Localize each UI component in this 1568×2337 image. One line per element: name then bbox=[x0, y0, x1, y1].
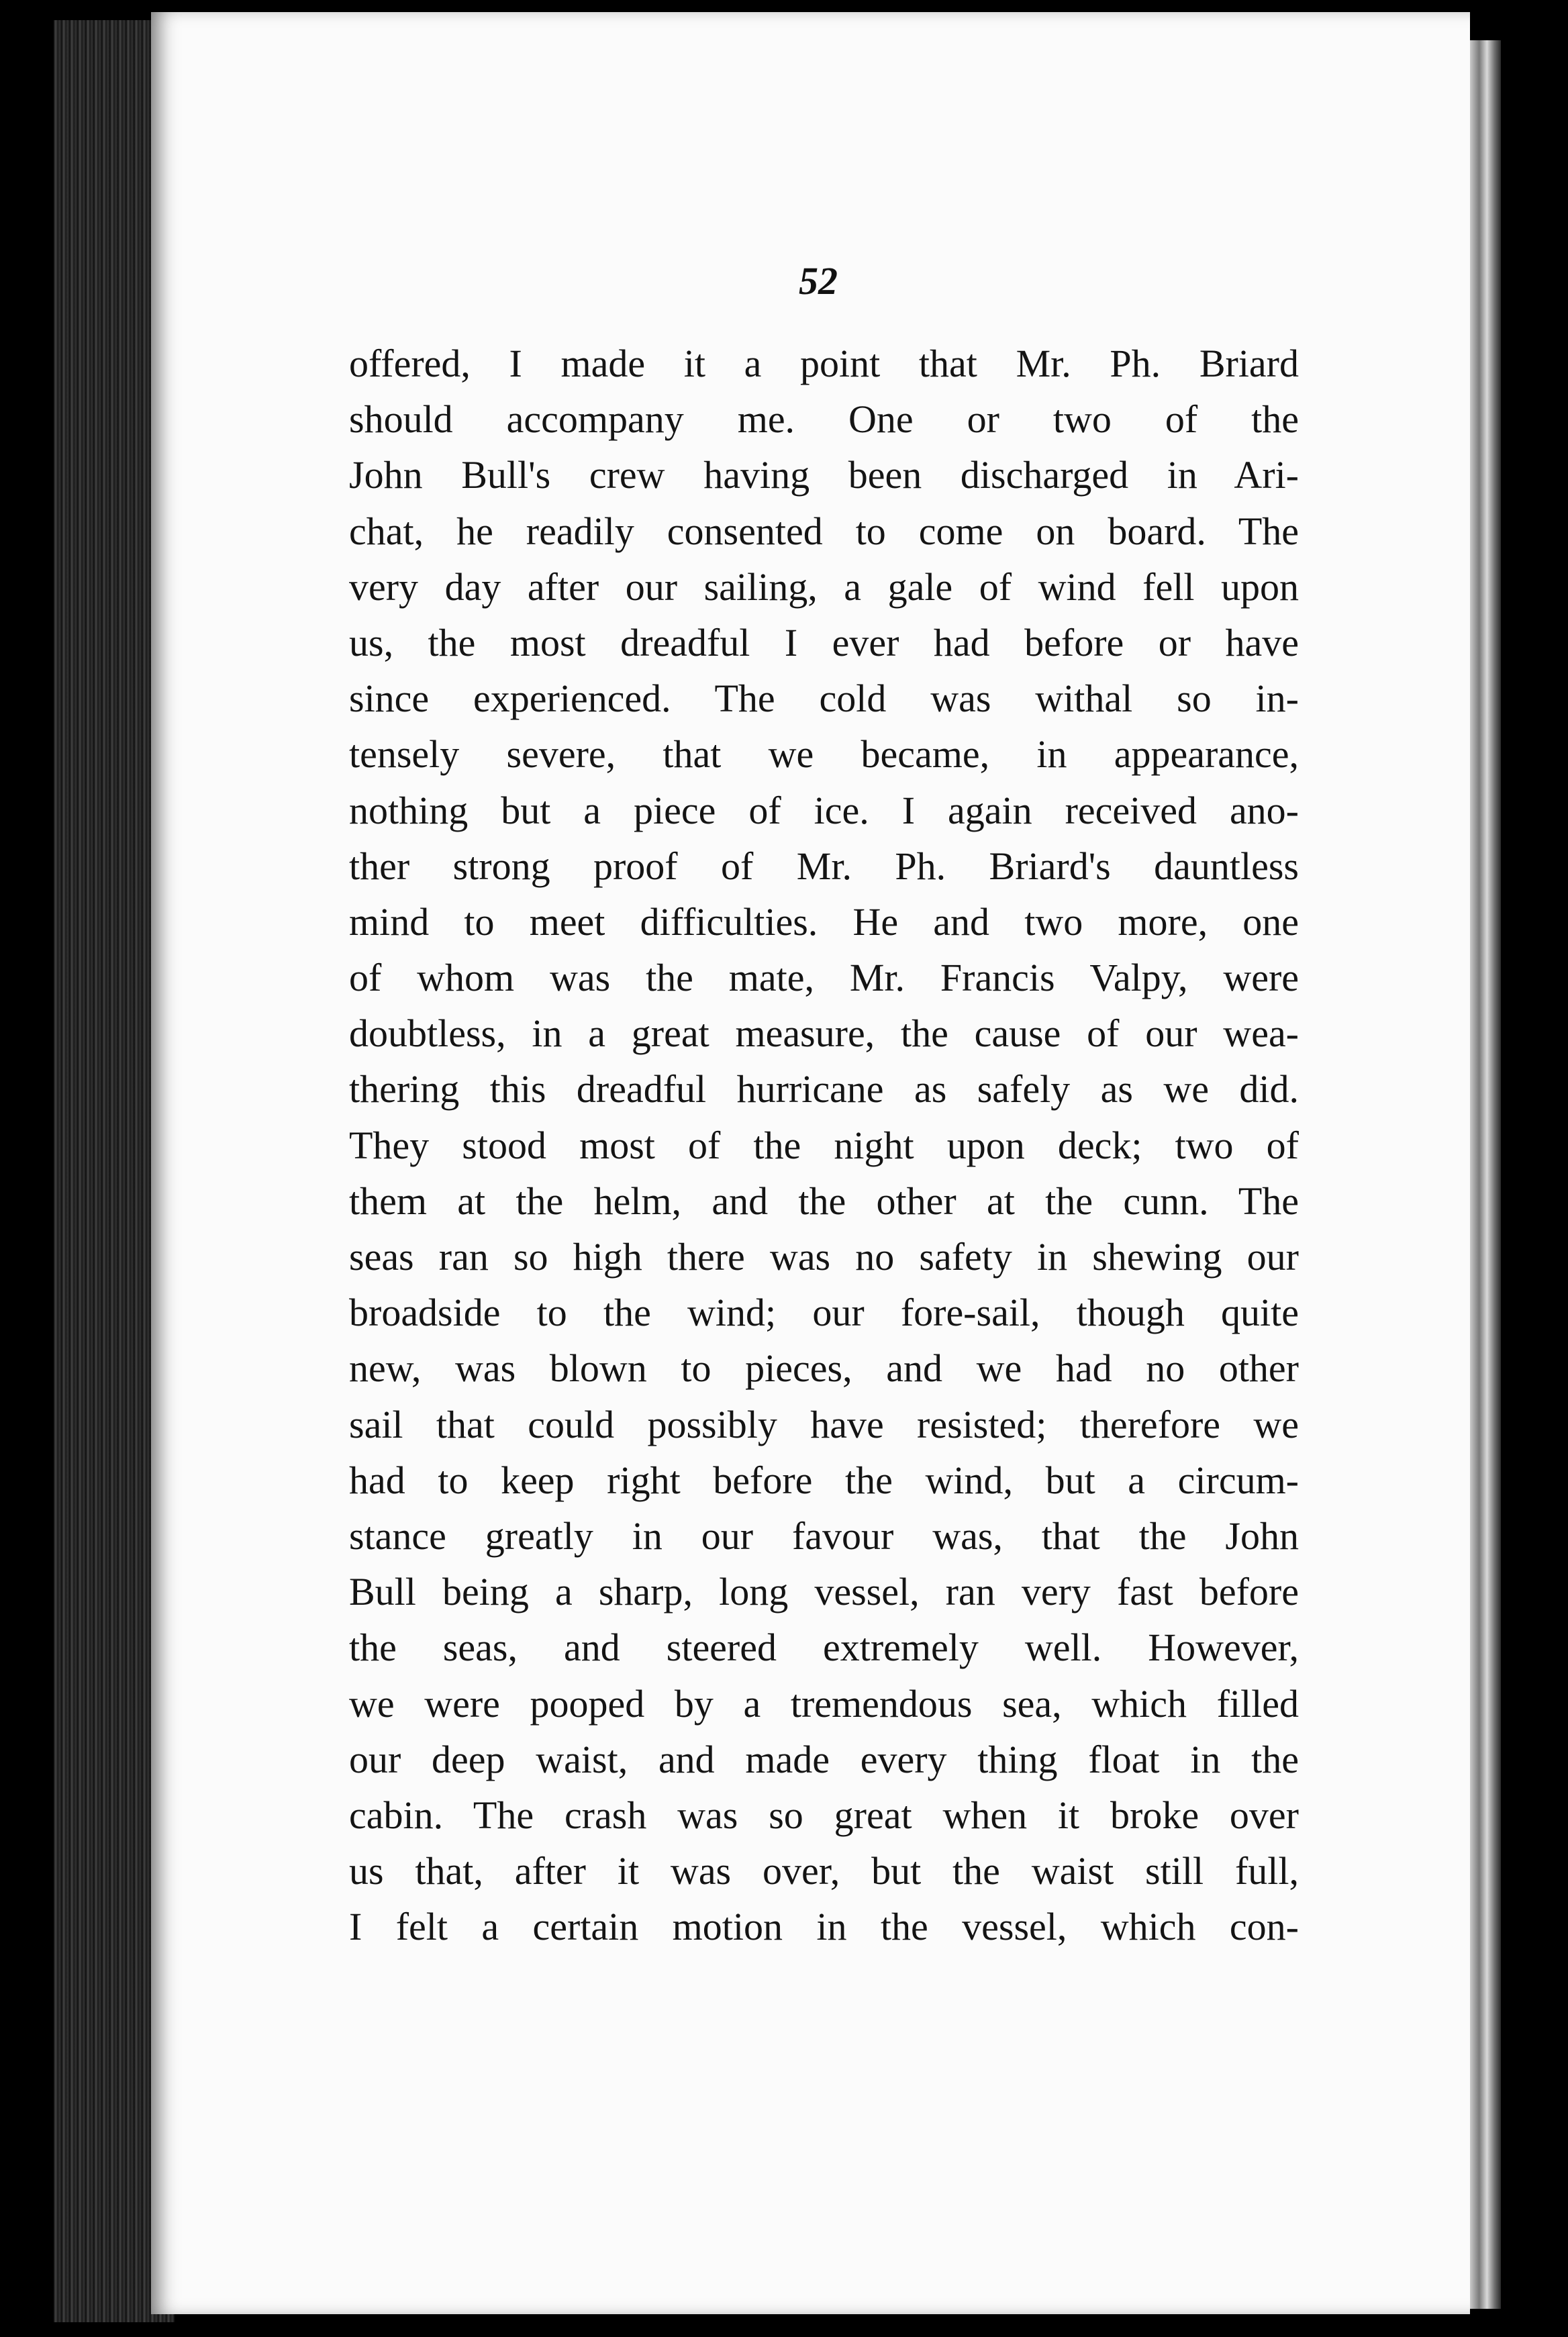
text-line: nothing but a piece of ice. I again received ano- bbox=[349, 788, 1299, 832]
text-line: doubtless, in a great measure, the cause of our wea- bbox=[349, 1011, 1299, 1056]
text-line: chat, he readily consented to come on board. The bbox=[349, 509, 1299, 553]
text-line: thering this dreadful hurricane as safely as we did. bbox=[349, 1067, 1299, 1111]
page-number: 52 bbox=[799, 259, 838, 303]
text-line: tensely severe, that we became, in appearance, bbox=[349, 732, 1299, 777]
text-line: we were pooped by a tremendous sea, which filled bbox=[349, 1681, 1299, 1726]
text-line: them at the helm, and the other at the cunn. The bbox=[349, 1179, 1299, 1223]
text-line: since experienced. The cold was withal so in- bbox=[349, 677, 1299, 721]
text-line: offered, I made it a point that Mr. Ph. Briard bbox=[349, 342, 1299, 385]
text-line: new, was blown to pieces, and we had no other bbox=[349, 1346, 1299, 1391]
text-line: Bull being a sharp, long vessel, ran very fast before bbox=[349, 1570, 1299, 1614]
text-line: mind to meet difficulties. He and two more, one bbox=[349, 899, 1299, 944]
text-line: the seas, and steered extremely well. However, bbox=[349, 1626, 1299, 1670]
text-line: ther strong proof of Mr. Ph. Briard's dauntless bbox=[349, 844, 1299, 888]
text-line: us, the most dreadful I ever had before or have bbox=[349, 620, 1299, 664]
text-line: very day after our sailing, a gale of wind fell upon bbox=[349, 564, 1299, 609]
text-line: broadside to the wind; our fore-sail, though quite bbox=[349, 1291, 1299, 1335]
text-line: cabin. The crash was so great when it broke over bbox=[349, 1793, 1299, 1837]
text-line: should accompany me. One or two of the bbox=[349, 397, 1299, 442]
text-line: John Bull's crew having been discharged in Ari- bbox=[349, 453, 1299, 497]
text-line: had to keep right before the wind, but a circum- bbox=[349, 1458, 1299, 1502]
body-text bbox=[349, 336, 1299, 1954]
text-line: sail that could possibly have resisted; therefore we bbox=[349, 1402, 1299, 1446]
text-line: of whom was the mate, Mr. Francis Valpy, were bbox=[349, 956, 1299, 1000]
text-line: our deep waist, and made every thing float in the bbox=[349, 1737, 1299, 1781]
text-line: stance greatly in our favour was, that the John bbox=[349, 1513, 1299, 1558]
text-line: I felt a certain motion in the vessel, which con- bbox=[349, 1905, 1299, 1949]
text-line: They stood most of the night upon deck; two of bbox=[349, 1123, 1299, 1167]
page-stack-edge bbox=[1470, 40, 1501, 2309]
text-line: seas ran so high there was no safety in shewing our bbox=[349, 1235, 1299, 1279]
text-line: us that, after it was over, but the waist still full, bbox=[349, 1849, 1299, 1893]
